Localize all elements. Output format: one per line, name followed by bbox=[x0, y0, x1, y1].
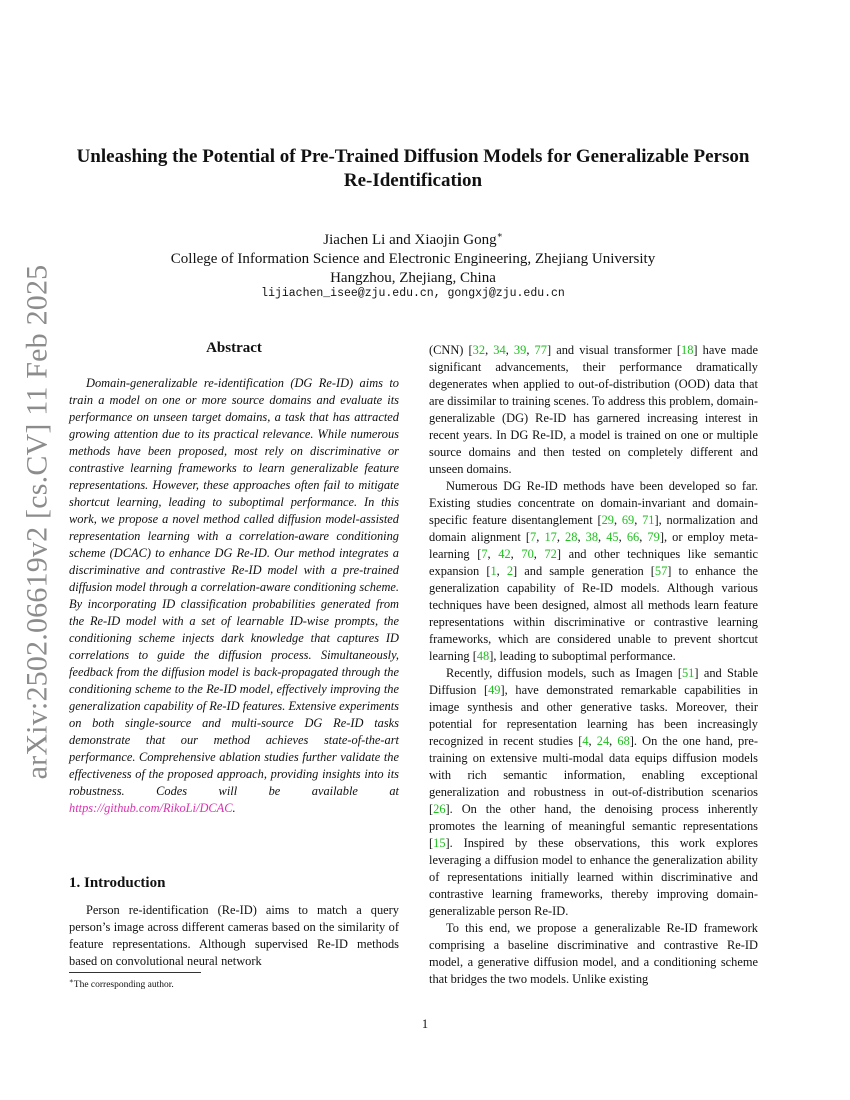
citation[interactable]: 70 bbox=[521, 547, 534, 561]
text-span: ] to enhance the generalization capability of Re-ID models. Although various techniques have been designed, almost all methods learn feature representations within discriminative or contrastive learning frameworks, which are considered unable to prevent shortcut learning [ bbox=[429, 564, 759, 663]
citation[interactable]: 72 bbox=[544, 547, 557, 561]
citation[interactable]: 18 bbox=[681, 343, 694, 357]
text-span: ]. Inspired by these observations, this work explores leveraging a diffusion model to enhance the generalization ability of representations initially learned within discriminative and contrastive learning frameworks, thereby improving domain-generalizable person Re-ID. bbox=[429, 836, 758, 918]
citation[interactable]: 17 bbox=[544, 530, 557, 544]
citation[interactable]: 68 bbox=[617, 734, 630, 748]
citation[interactable]: 4 bbox=[582, 734, 589, 748]
citation[interactable]: 28 bbox=[565, 530, 578, 544]
footnote-mark: ∗ bbox=[69, 977, 74, 985]
citation[interactable]: 7 bbox=[530, 530, 537, 544]
citation[interactable]: 66 bbox=[626, 530, 640, 544]
text-span: Numerous DG Re-ID methods have been developed so far. Existing studies concentrate on domain-invariant and domain-specific feature disentanglement [ bbox=[429, 479, 758, 527]
text-span: ] have made significant advancements, their performance dramatically degenerates when applied to out-of-distribution (OOD) data that are dissimilar to training scenes. To address this problem, domain-generalizable (DG) Re-ID has garnered increasing interest in recent years. In DG Re-ID, a model is trained on one or multiple source domains and then tested on completely different and unseen domains. bbox=[429, 343, 758, 476]
text-span: ], have demonstrated remarkable capabilities in image synthesis and other generative tasks. Moreover, their potential for representation learning has been increasingly recognized in recent studies [ bbox=[429, 683, 758, 748]
citation[interactable]: 51 bbox=[681, 666, 695, 680]
text-span: ] and visual transformer [ bbox=[546, 343, 681, 357]
author-names bbox=[70, 226, 756, 250]
citation[interactable]: 39 bbox=[513, 343, 527, 357]
text-span: ] and Stable Diffusion [ bbox=[429, 666, 759, 697]
citation[interactable]: 15 bbox=[433, 836, 446, 850]
text-span: Recently, diffusion models, such as Imagen [ bbox=[446, 666, 682, 680]
intro-paragraph-2: Numerous DG Re-ID methods have been developed so far. Existing studies concentrate on domain-invariant and domain-specific feature disentanglement [29, 69, 71], normalization and domain alignment [7, 17, 28, 38, 45, 66, 79], or employ meta-learning [7, 42, 70, 72] and other techniques like semantic expansion [1, 2] and sample generation [57] to enhance the generalization capability of Re-ID models. Although various techniques have been designed, almost all methods learn feature representations within discriminative or contrastive learning frameworks, which are considered unable to prevent shortcut learning [48], leading to suboptimal performance. bbox=[429, 479, 759, 663]
text-span: ], leading to suboptimal performance. bbox=[489, 649, 676, 663]
abstract-heading: Abstract bbox=[206, 340, 262, 356]
corresponding-mark: ∗ bbox=[496, 230, 503, 240]
intro-paragraph-1: Person re-identification (Re-ID) aims to match a query person’s image across different cameras based on the similarity of feature representations. Although supervised Re-ID methods based on convolutional neural network bbox=[69, 903, 399, 968]
right-column bbox=[429, 342, 758, 988]
author-emails: lijiachen_isee@zju.edu.cn, gongxj@zju.edu.cn bbox=[261, 287, 565, 300]
citation[interactable]: 1 bbox=[490, 564, 497, 578]
abstract-end: . bbox=[232, 801, 236, 815]
intro-paragraph-1-continued: (CNN) [32, 34, 39, 77] and visual transformer [18] have made significant advancements, their performance dramatically degenerates when applied to out-of-distribution (OOD) data that are dissimilar to training scenes. To address this problem, domain-generalizable (DG) Re-ID has garnered increasing interest in recent years. In DG Re-ID, a model is trained on one or multiple source domains and then tested on completely different and unseen domains. bbox=[429, 343, 758, 476]
text-span: ] and sample generation [ bbox=[513, 564, 655, 578]
paper-title: Unleashing the Potential of Pre-Trained Diffusion Models for Generalizable Person Re-Identification bbox=[76, 146, 750, 191]
citation[interactable]: 48 bbox=[476, 649, 490, 663]
citation[interactable]: 24 bbox=[596, 734, 610, 748]
abstract-body-text: Domain-generalizable re-identification (DG Re-ID) aims to train a model on one or more source domains and evaluate its performance on unseen target domains, a task that has attracted growing attention due to its practical relevance. While numerous methods have been proposed, most rely on discriminative or contrastive learning frameworks to learn generalizable feature representations. However, these approaches often fail to mitigate shortcut learning, leading to suboptimal performance. In this work, we propose a novel method called diffusion model-assisted representation learning with a correlation-aware conditioning scheme (DCAC) to enhance DG Re-ID. Our method integrates a discriminative and contrastive Re-ID model with a pre-trained diffusion model through a correlation-aware conditioning scheme. By incorporating ID classification probabilities generated from the Re-ID model with a set of learnable ID-wise prompts, the conditioning scheme injects dark knowledge that captures ID correlations to guide the diffusion process. Simultaneously, feedback from the diffusion model is back-propagated through the conditioning scheme to the Re-ID model, effectively improving the generalization capability of Re-ID features. Extensive experiments on both single-source and multi-source DG Re-ID tasks demonstrate that our method achieves state-of-the-art performance. Comprehensive ablation studies further validate the effectiveness of the proposed approach, providing insights into its robustness. Codes will be available at bbox=[69, 376, 399, 798]
footnote bbox=[69, 977, 399, 990]
intro-paragraph-3: Recently, diffusion models, such as Imagen [51] and Stable Diffusion [49], have demonstrated remarkable capabilities in image synthesis and other generative tasks. Moreover, their potential for representation learning has been increasingly recognized in recent studies [4, 24, 68]. On the one hand, pre-training on extensive multi-modal data equips diffusion models with rich semantic information, enabling exceptional generalization and robustness in out-of-distribution scenarios [26]. On the other hand, the denoising process inherently promotes the learning of meaningful semantic representations [15]. Inspired by these observations, this work explores leveraging a diffusion model to enhance the generalization ability of representations initially learned within discriminative and contrastive learning frameworks, thereby improving domain-generalizable person Re-ID. bbox=[429, 666, 759, 918]
author-block bbox=[70, 226, 756, 288]
text-span: (CNN) [ bbox=[429, 343, 473, 357]
affiliation: College of Information Science and Electronic Engineering, Zhejiang University bbox=[170, 251, 656, 267]
citation[interactable]: 69 bbox=[621, 513, 635, 527]
abstract-text bbox=[69, 375, 399, 817]
text-span: ]. On the one hand, pre-training on extensive multi-modal data equips diffusion models with rich semantic information, enabling exceptional generalization and robustness in out-of-distribution scenarios [ bbox=[429, 734, 758, 816]
section-heading-introduction: 1. Introduction bbox=[69, 875, 166, 891]
citation[interactable]: 45 bbox=[606, 530, 619, 544]
text-span: ]. On the other hand, the denoising process inherently promotes the learning of meaningful semantic representations [ bbox=[429, 802, 758, 850]
citation[interactable]: 77 bbox=[534, 343, 547, 357]
citation[interactable]: 42 bbox=[498, 547, 511, 561]
citation[interactable]: 29 bbox=[601, 513, 614, 527]
page-number: 1 bbox=[421, 1017, 429, 1031]
citation[interactable]: 38 bbox=[585, 530, 599, 544]
author-names-text: Jiachen Li and Xiaojin Gong bbox=[323, 232, 497, 248]
citation[interactable]: 7 bbox=[481, 547, 488, 561]
text-span: ], normalization and domain alignment [ bbox=[429, 513, 758, 544]
citation[interactable]: 57 bbox=[654, 564, 668, 578]
code-link[interactable]: https://github.com/RikoLi/DCAC bbox=[69, 801, 233, 815]
citation[interactable]: 79 bbox=[647, 530, 660, 544]
citation[interactable]: 49 bbox=[488, 683, 501, 697]
location: Hangzhou, Zhejiang, China bbox=[330, 270, 496, 286]
footnote-text: The corresponding author. bbox=[73, 980, 174, 991]
arxiv-identifier bbox=[14, 264, 60, 780]
citation[interactable]: 26 bbox=[433, 802, 446, 816]
intro-paragraph-4: To this end, we propose a generalizable Re-ID framework comprising a baseline discriminative and contrastive Re-ID model, a generative diffusion model, and a conditioning scheme that bridges the two models. Unlike existing bbox=[429, 921, 758, 986]
citation[interactable]: 71 bbox=[642, 513, 655, 527]
citation[interactable]: 34 bbox=[493, 343, 506, 357]
arxiv-identifier-text: arXiv:2502.06619v2 [cs.CV] 11 Feb 2025 bbox=[20, 264, 53, 780]
text-span: ] and other techniques like semantic expansion [ bbox=[429, 547, 759, 578]
text-span: ], or employ meta-learning [ bbox=[429, 530, 759, 561]
footnote-divider bbox=[69, 972, 201, 973]
citation[interactable]: 2 bbox=[506, 564, 514, 578]
left-column bbox=[69, 340, 399, 970]
citation[interactable]: 32 bbox=[472, 343, 486, 357]
